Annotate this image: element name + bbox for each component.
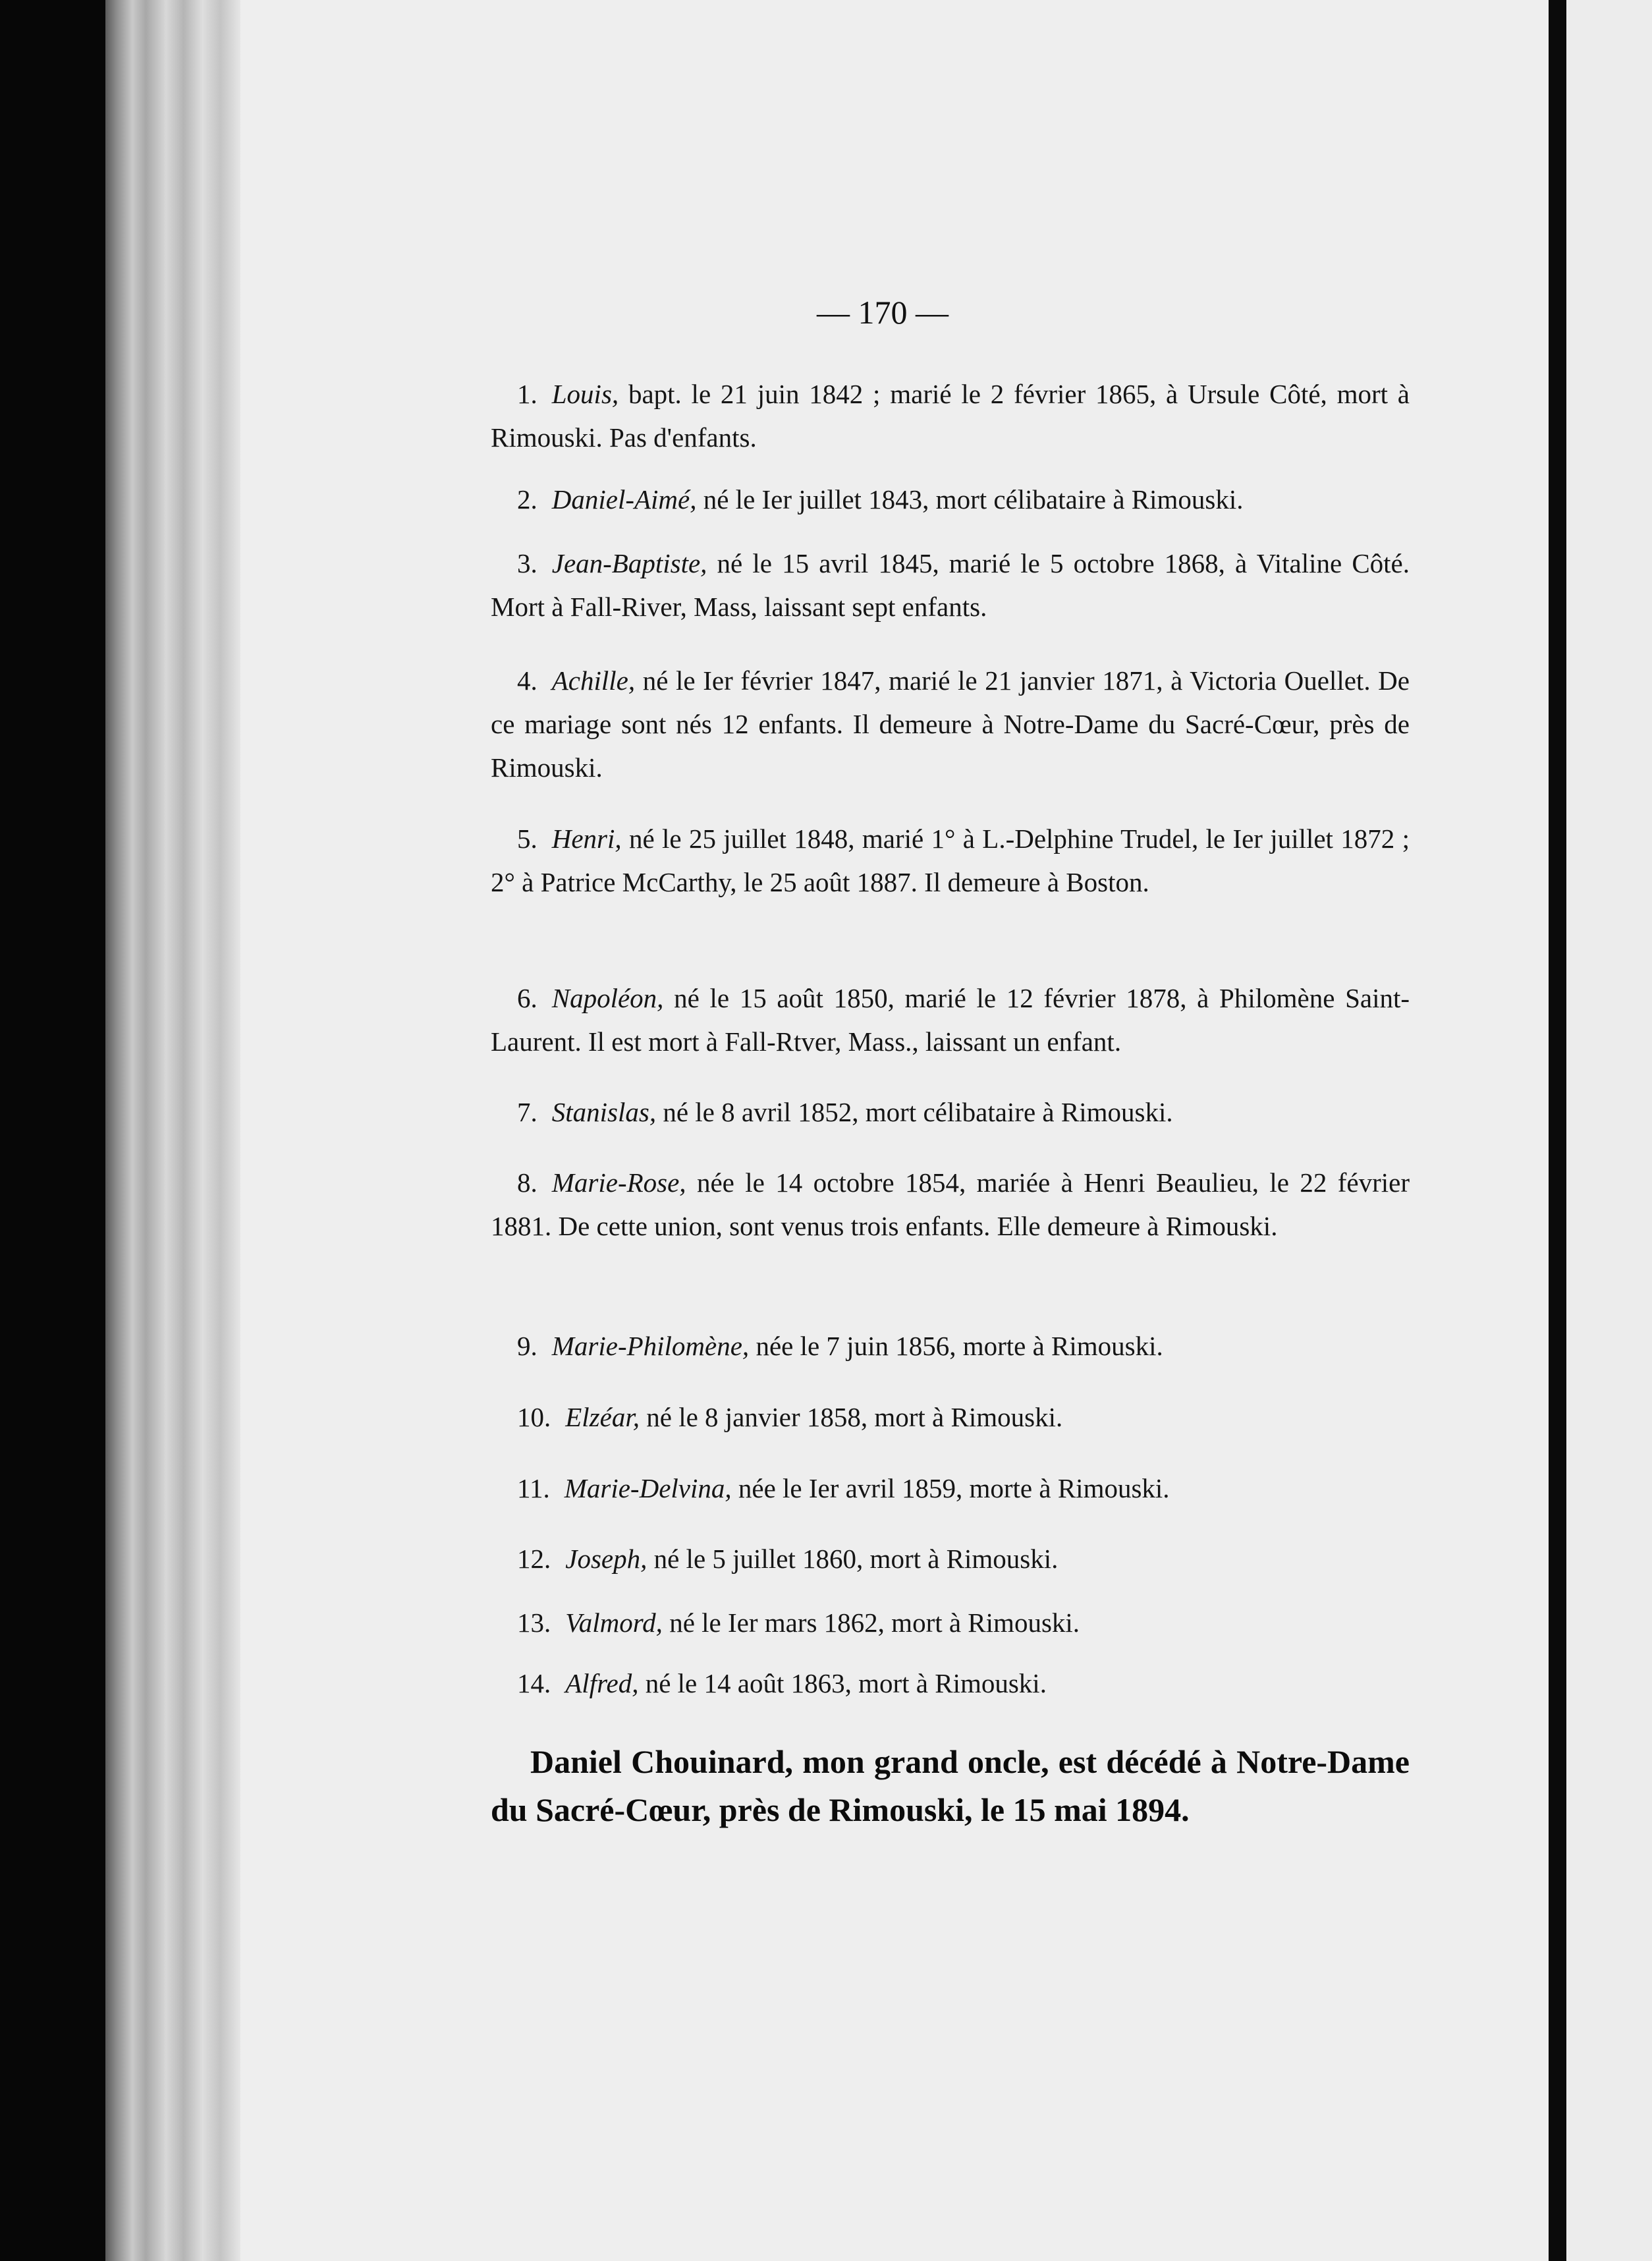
list-item bbox=[491, 542, 1410, 628]
page-number: — 170 — bbox=[817, 294, 949, 331]
item-text: né le 8 avril 1852, mort célibataire à Rimouski. bbox=[663, 1097, 1173, 1127]
item-number: 5. bbox=[517, 823, 537, 854]
item-text: né le 8 janvier 1858, mort à Rimouski. bbox=[646, 1402, 1063, 1432]
item-number: 11. bbox=[517, 1473, 550, 1503]
child-name: Marie-Delvina, bbox=[564, 1473, 732, 1503]
list-item bbox=[491, 1537, 1410, 1580]
item-text: née le Ier avril 1859, morte à Rimouski. bbox=[738, 1473, 1170, 1503]
child-name: Jean-Baptiste, bbox=[551, 548, 707, 578]
list-item bbox=[491, 659, 1410, 789]
item-text: né le 15 avril 1845, marié le 5 octobre 1868, à Vitaline Côté. Mort à Fall-River, Mass, laissant sept enfants. bbox=[491, 548, 1410, 622]
list-item bbox=[491, 1395, 1410, 1439]
item-text: née le 14 octobre 1854, mariée à Henri Beaulieu, le 22 février 1881. De cette union, sont venus trois enfants. Elle demeure à Rimouski. bbox=[491, 1167, 1410, 1241]
item-text: né le Ier juillet 1843, mort célibataire à Rimouski. bbox=[703, 484, 1244, 515]
item-number: 1. bbox=[517, 379, 537, 409]
list-item bbox=[491, 1601, 1410, 1644]
item-number: 3. bbox=[517, 548, 537, 578]
child-name: Napoléon, bbox=[551, 983, 664, 1013]
child-name: Marie-Philomène, bbox=[551, 1331, 750, 1361]
list-item bbox=[491, 1161, 1410, 1248]
item-text: né le Ier mars 1862, mort à Rimouski. bbox=[669, 1607, 1080, 1638]
item-number: 9. bbox=[517, 1331, 537, 1361]
list-item bbox=[491, 1324, 1410, 1368]
child-name: Daniel-Aimé, bbox=[551, 484, 697, 515]
list-item bbox=[491, 1661, 1410, 1705]
list-item bbox=[491, 817, 1410, 904]
adjacent-page-edge bbox=[1566, 0, 1652, 2261]
item-number: 2. bbox=[517, 484, 537, 515]
child-name: Alfred, bbox=[565, 1668, 639, 1698]
item-number: 10. bbox=[517, 1402, 551, 1432]
child-name: Louis, bbox=[551, 379, 619, 409]
list-item bbox=[491, 372, 1410, 459]
item-text: bapt. le 21 juin 1842 ; marié le 2 février 1865, à Ursule Côté, mort à Rimouski. Pas d'enfants. bbox=[491, 379, 1410, 453]
item-text: née le 7 juin 1856, morte à Rimouski. bbox=[756, 1331, 1163, 1361]
child-name: Stanislas, bbox=[551, 1097, 657, 1127]
page-stack-edge bbox=[105, 0, 240, 2261]
item-text: né le 15 août 1850, marié le 12 février 1878, à Philomène Saint-Laurent. Il est mort à Fall-Rtver, Mass., laissant un enfant. bbox=[491, 983, 1410, 1057]
item-number: 6. bbox=[517, 983, 537, 1013]
item-number: 13. bbox=[517, 1607, 551, 1638]
child-name: Marie-Rose, bbox=[551, 1167, 686, 1198]
list-item bbox=[491, 1090, 1410, 1134]
item-text: né le 25 juillet 1848, marié 1° à L.-Delphine Trudel, le Ier juillet 1872 ; 2° à Patrice McCarthy, le 25 août 1887. Il demeure à Boston. bbox=[491, 823, 1410, 897]
child-name: Henri, bbox=[551, 823, 622, 854]
item-number: 12. bbox=[517, 1544, 551, 1574]
item-number: 14. bbox=[517, 1668, 551, 1698]
item-text: né le 5 juillet 1860, mort à Rimouski. bbox=[653, 1544, 1059, 1574]
list-item bbox=[491, 478, 1410, 521]
page-gutter bbox=[1549, 0, 1566, 2261]
child-name: Joseph, bbox=[565, 1544, 647, 1574]
item-number: 7. bbox=[517, 1097, 537, 1127]
closing-paragraph: Daniel Chouinard, mon grand oncle, est décédé à Notre-Dame du Sacré-Cœur, près de Rimouski, le 15 mai 1894. bbox=[491, 1743, 1410, 1828]
list-item bbox=[491, 1466, 1410, 1510]
item-text: né le 14 août 1863, mort à Rimouski. bbox=[645, 1668, 1047, 1698]
child-name: Achille, bbox=[551, 665, 636, 696]
item-text: né le Ier février 1847, marié le 21 janvier 1871, à Victoria Ouellet. De ce mariage sont nés 12 enfants. Il demeure à Notre-Dame du Sacré-Cœur, près de Rimouski. bbox=[491, 665, 1410, 783]
item-number: 4. bbox=[517, 665, 537, 696]
item-number: 8. bbox=[517, 1167, 537, 1198]
child-name: Elzéar, bbox=[565, 1402, 640, 1432]
list-item bbox=[491, 976, 1410, 1063]
child-name: Valmord, bbox=[565, 1607, 663, 1638]
